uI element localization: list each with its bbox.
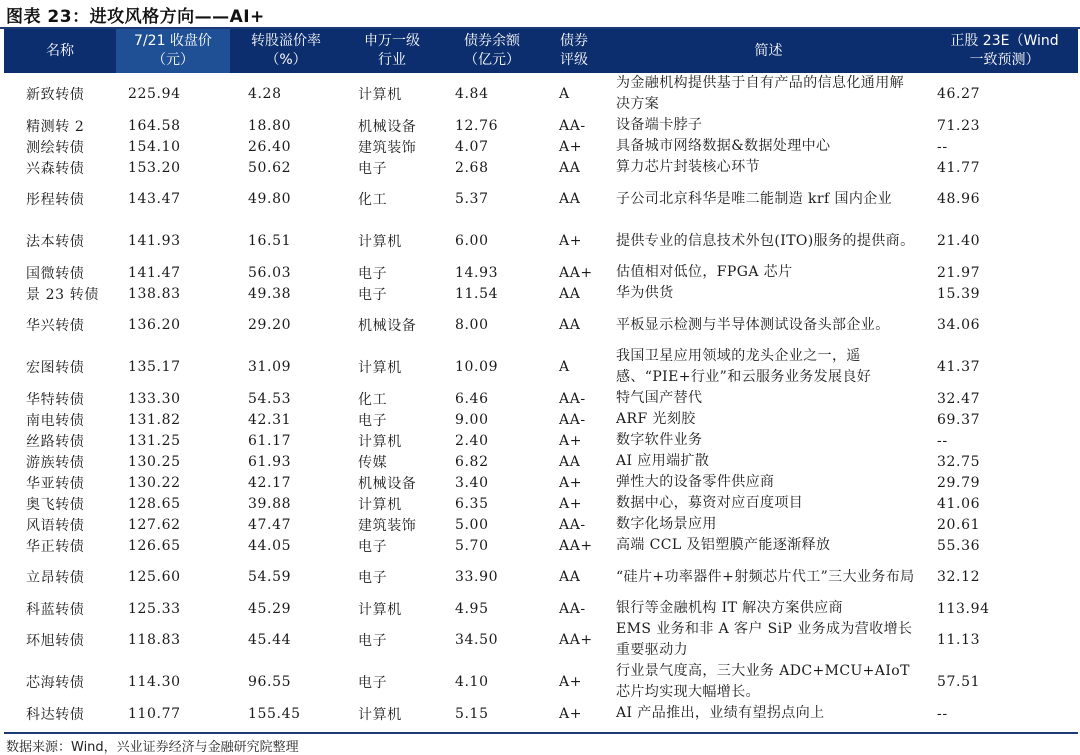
cell-rating: A+ xyxy=(559,474,583,491)
cell-rating: AA- xyxy=(559,390,586,407)
table-row xyxy=(4,262,1078,283)
cell-price: 127.62 xyxy=(128,516,181,533)
cell-description: EMS 业务和非 A 客户 SiP 业务成为营收增长重要驱动力 xyxy=(616,621,913,658)
cell-rating: A xyxy=(559,359,570,375)
cell-industry: 电子 xyxy=(358,286,388,303)
cell-rating: A+ xyxy=(559,432,583,449)
table-row xyxy=(4,619,1078,661)
cell-premium: 61.17 xyxy=(248,432,292,449)
cell-description: 华为供货 xyxy=(616,285,674,301)
cell-industry: 化工 xyxy=(358,391,388,408)
cell-rating: AA xyxy=(559,569,581,585)
table-row xyxy=(4,178,1078,220)
cell-rating: AA+ xyxy=(559,537,593,554)
cell-price: 130.25 xyxy=(128,453,181,470)
cell-description: 数字化场景应用 xyxy=(616,516,717,532)
table-row xyxy=(4,346,1078,388)
cell-balance: 4.95 xyxy=(455,600,489,617)
cell-description: 子公司北京科华是唯二能制造 krf 国内企业 xyxy=(616,190,893,207)
cell-pe: 55.36 xyxy=(937,537,981,554)
table-row xyxy=(4,388,1078,409)
cell-premium: 54.53 xyxy=(248,390,292,407)
cell-name: 彤程转债 xyxy=(26,192,85,208)
cell-rating: AA xyxy=(559,191,581,207)
cell-rating: AA xyxy=(559,285,581,302)
table-row xyxy=(4,304,1078,346)
cell-premium: 18.80 xyxy=(248,117,292,134)
cell-balance: 5.70 xyxy=(455,537,489,554)
cell-rating: A+ xyxy=(559,138,583,155)
cell-balance: 14.93 xyxy=(455,264,499,281)
cell-price: 126.65 xyxy=(128,537,181,554)
cell-description: 弹性大的设备零件供应商 xyxy=(616,474,775,490)
cell-description: 估值相对低位，FPGA 芯片 xyxy=(616,264,793,280)
cell-industry: 计算机 xyxy=(358,601,402,618)
table-row xyxy=(4,220,1078,262)
cell-industry: 化工 xyxy=(358,192,388,208)
cell-industry: 计算机 xyxy=(358,433,402,450)
header-industry xyxy=(342,29,442,73)
cell-pe: 48.96 xyxy=(937,191,981,207)
cell-name: 华正转债 xyxy=(26,538,85,555)
cell-pe: 41.37 xyxy=(937,359,981,375)
cell-premium: 47.47 xyxy=(248,516,292,533)
table-row xyxy=(4,157,1078,178)
cell-name: 华特转债 xyxy=(26,391,85,408)
table-row xyxy=(4,472,1078,493)
cell-premium: 26.40 xyxy=(248,138,292,155)
table-row xyxy=(4,535,1078,556)
cell-pe: 46.27 xyxy=(937,86,981,102)
header-price xyxy=(116,29,230,73)
cell-premium: 49.80 xyxy=(248,191,292,207)
cell-description: 具备城市网络数据&数据处理中心 xyxy=(616,138,831,154)
header-premium-line: 转股溢价率 xyxy=(251,33,321,49)
cell-price: 164.58 xyxy=(128,117,181,134)
header-rating xyxy=(542,29,606,73)
cell-price: 225.94 xyxy=(128,86,181,102)
cell-price: 114.30 xyxy=(128,674,181,690)
cell-name: 新致转债 xyxy=(26,87,85,103)
cell-premium: 54.59 xyxy=(248,569,292,585)
cell-name: 兴森转债 xyxy=(26,160,85,177)
cell-industry: 机械设备 xyxy=(358,318,417,334)
cell-balance: 6.82 xyxy=(455,453,489,470)
cell-description: “硅片+功率器件+射频芯片代工”三大业务布局 xyxy=(616,568,915,585)
cell-price: 136.20 xyxy=(128,317,181,333)
source-note: 数据来源：Wind，兴业证券经济与金融研究院整理 xyxy=(6,740,299,755)
cell-balance: 11.54 xyxy=(455,285,499,302)
cell-pe: 113.94 xyxy=(937,600,990,617)
table-row xyxy=(4,451,1078,472)
cell-name: 南电转债 xyxy=(26,412,85,429)
cell-pe: 21.40 xyxy=(937,233,981,249)
cell-description: 为金融机构提供基于自有产品的信息化通用解决方案 xyxy=(616,75,904,112)
cell-description: 平板显示检测与半导体测试设备头部企业。 xyxy=(616,316,890,333)
header-pe-line: 一致预测） xyxy=(969,52,1040,68)
header-balance-line: （亿元） xyxy=(464,52,520,68)
header-rating-line: 评级 xyxy=(560,52,588,68)
table-row xyxy=(4,514,1078,535)
cell-industry: 电子 xyxy=(358,538,388,555)
cell-industry: 电子 xyxy=(358,265,388,282)
cell-description: AI 应用端扩散 xyxy=(616,453,710,469)
cell-pe: 41.06 xyxy=(937,495,981,512)
cell-pe: 15.39 xyxy=(937,285,981,302)
table-row xyxy=(4,115,1078,136)
cell-name: 景 23 转债 xyxy=(26,286,99,303)
cell-description: 高端 CCL 及铝塑膜产能逐渐释放 xyxy=(616,537,831,553)
cell-price: 154.10 xyxy=(128,138,181,155)
cell-price: 133.30 xyxy=(128,390,181,407)
cell-balance: 4.84 xyxy=(455,86,489,102)
cell-name: 立昂转债 xyxy=(26,570,85,586)
cell-premium: 31.09 xyxy=(248,359,292,375)
cell-description: 特气国产替代 xyxy=(616,390,703,406)
cell-name: 宏图转债 xyxy=(26,360,85,376)
cell-premium: 29.20 xyxy=(248,317,292,333)
cell-premium: 16.51 xyxy=(248,233,292,249)
cell-name: 精测转 2 xyxy=(26,118,85,135)
cell-industry: 传媒 xyxy=(358,454,388,471)
cell-description: 算力芯片封装核心环节 xyxy=(616,159,760,175)
cell-price: 131.82 xyxy=(128,411,181,428)
cell-price: 130.22 xyxy=(128,474,181,491)
cell-balance: 4.10 xyxy=(455,674,489,690)
cell-price: 125.33 xyxy=(128,600,181,617)
cell-name: 科蓝转债 xyxy=(26,601,85,618)
cell-name: 芯海转债 xyxy=(26,675,85,691)
cell-name: 环旭转债 xyxy=(26,633,85,649)
table-row xyxy=(4,73,1078,115)
cell-price: 131.25 xyxy=(128,432,181,449)
cell-rating: AA- xyxy=(559,411,586,428)
cell-balance: 6.46 xyxy=(455,390,489,407)
cell-pe: 71.23 xyxy=(937,117,981,134)
cell-name: 奥飞转债 xyxy=(26,496,85,513)
header-price-line: （元） xyxy=(152,52,194,68)
cell-industry: 建筑装饰 xyxy=(358,517,417,534)
cell-industry: 机械设备 xyxy=(358,475,417,492)
cell-description: 我国卫星应用领域的龙头企业之一，遥感、“PIE+行业”和云服务业务发展良好 xyxy=(616,348,872,385)
header-description xyxy=(606,29,931,73)
cell-premium: 45.29 xyxy=(248,600,292,617)
cell-rating: AA- xyxy=(559,516,586,533)
cell-price: 138.83 xyxy=(128,285,181,302)
table-header xyxy=(4,29,1078,73)
cell-pe: -- xyxy=(937,705,948,722)
cell-rating: A+ xyxy=(559,674,583,690)
cell-balance: 34.50 xyxy=(455,632,499,648)
cell-name: 测绘转债 xyxy=(26,139,85,156)
cell-premium: 45.44 xyxy=(248,632,292,648)
cell-rating: AA- xyxy=(559,600,586,617)
cell-premium: 44.05 xyxy=(248,537,292,554)
cell-industry: 电子 xyxy=(358,160,388,177)
cell-industry: 电子 xyxy=(358,412,388,429)
header-pe xyxy=(931,29,1078,73)
cell-industry: 计算机 xyxy=(358,234,402,250)
cell-balance: 6.35 xyxy=(455,495,489,512)
cell-premium: 42.17 xyxy=(248,474,292,491)
cell-pe: 32.47 xyxy=(937,390,981,407)
cell-industry: 计算机 xyxy=(358,706,402,723)
table-row xyxy=(4,598,1078,619)
table-row xyxy=(4,703,1078,724)
cell-balance: 4.07 xyxy=(455,138,489,155)
cell-balance: 10.09 xyxy=(455,359,499,375)
cell-price: 128.65 xyxy=(128,495,181,512)
cell-name: 丝路转债 xyxy=(26,433,85,450)
cell-balance: 12.76 xyxy=(455,117,499,134)
header-balance xyxy=(442,29,542,73)
cell-balance: 6.00 xyxy=(455,233,489,249)
cell-industry: 机械设备 xyxy=(358,118,417,135)
cell-name: 科达转债 xyxy=(26,706,85,723)
cell-pe: 21.97 xyxy=(937,264,981,281)
cell-rating: A+ xyxy=(559,495,583,512)
cell-rating: A+ xyxy=(559,705,583,722)
cell-pe: 57.51 xyxy=(937,674,981,690)
cell-balance: 5.15 xyxy=(455,705,489,722)
cell-rating: AA xyxy=(559,317,581,333)
header-description-line: 简述 xyxy=(754,42,783,59)
cell-price: 110.77 xyxy=(128,705,181,722)
cell-pe: 41.77 xyxy=(937,159,981,176)
header-price-line: 7/21 收盘价 xyxy=(134,33,212,49)
cell-pe: -- xyxy=(937,138,948,155)
cell-premium: 42.31 xyxy=(248,411,292,428)
header-name xyxy=(4,29,116,73)
cell-premium: 39.88 xyxy=(248,495,292,512)
cell-name: 法本转债 xyxy=(26,234,85,250)
cell-premium: 50.62 xyxy=(248,159,292,176)
header-industry-line: 申万一级 xyxy=(364,33,420,49)
cell-rating: AA+ xyxy=(559,264,593,281)
cell-rating: AA xyxy=(559,453,581,470)
header-balance-line: 债券余额 xyxy=(464,33,520,49)
cell-premium: 155.45 xyxy=(248,705,301,722)
cell-description: 数字软件业务 xyxy=(616,432,703,448)
cell-balance: 9.00 xyxy=(455,411,489,428)
cell-rating: AA xyxy=(559,159,581,176)
cell-pe: 32.75 xyxy=(937,453,981,470)
cell-balance: 3.40 xyxy=(455,474,489,491)
cell-pe: 34.06 xyxy=(937,317,981,333)
cell-balance: 5.00 xyxy=(455,516,489,533)
cell-name: 风语转债 xyxy=(26,517,85,534)
cell-rating: AA- xyxy=(559,117,586,134)
header-name-line: 名称 xyxy=(46,42,74,59)
cell-description: AI 产品推出，业绩有望拐点向上 xyxy=(616,705,825,721)
cell-industry: 电子 xyxy=(358,633,388,649)
header-industry-line: 行业 xyxy=(378,52,406,68)
cell-price: 118.83 xyxy=(128,632,181,648)
cell-industry: 计算机 xyxy=(358,496,402,513)
cell-description: 银行等金融机构 IT 解决方案供应商 xyxy=(616,600,843,616)
cell-description: 设备端卡脖子 xyxy=(616,117,703,133)
cell-industry: 电子 xyxy=(358,570,388,586)
cell-balance: 2.68 xyxy=(455,159,489,176)
cell-description: ARF 光刻胶 xyxy=(616,411,696,427)
table-row xyxy=(4,556,1078,598)
cell-premium: 4.28 xyxy=(248,86,282,102)
cell-description: 数据中心，募资对应百度项目 xyxy=(616,495,804,511)
cell-industry: 计算机 xyxy=(358,360,402,376)
cell-pe: 32.12 xyxy=(937,569,981,585)
cell-pe: 11.13 xyxy=(937,632,981,648)
cell-price: 125.60 xyxy=(128,569,181,585)
header-rating-line: 债券 xyxy=(560,33,588,49)
cell-balance: 33.90 xyxy=(455,569,499,585)
cell-balance: 2.40 xyxy=(455,432,489,449)
cell-pe: 20.61 xyxy=(937,516,981,533)
table-row xyxy=(4,136,1078,157)
cell-rating: A+ xyxy=(559,233,583,249)
cell-premium: 96.55 xyxy=(248,674,292,690)
table-row xyxy=(4,409,1078,430)
cell-industry: 电子 xyxy=(358,675,388,691)
table-bottom-rule xyxy=(4,732,1078,734)
cell-premium: 56.03 xyxy=(248,264,292,281)
cell-premium: 49.38 xyxy=(248,285,292,302)
cell-price: 141.47 xyxy=(128,264,181,281)
table-row xyxy=(4,430,1078,451)
cell-pe: 29.79 xyxy=(937,474,981,491)
cell-description: 提供专业的信息技术外包(ITO)服务的提供商。 xyxy=(616,232,915,249)
cell-industry: 建筑装饰 xyxy=(358,139,417,156)
table-row xyxy=(4,493,1078,514)
cell-description: 行业景气度高，三大业务 ADC+MCU+AIoT 芯片均实现大幅增长。 xyxy=(616,663,910,700)
cell-premium: 61.93 xyxy=(248,453,292,470)
table-row xyxy=(4,661,1078,703)
header-premium-line: （%） xyxy=(265,52,307,68)
header-pe-line: 正股 23E（Wind xyxy=(950,33,1059,49)
cell-rating: AA+ xyxy=(559,632,593,648)
cell-pe: 69.37 xyxy=(937,411,981,428)
cell-rating: A xyxy=(559,86,570,102)
header-premium xyxy=(230,29,342,73)
cell-balance: 5.37 xyxy=(455,191,489,207)
cell-pe: -- xyxy=(937,432,948,449)
cell-name: 华亚转债 xyxy=(26,475,85,492)
cell-price: 141.93 xyxy=(128,233,181,249)
figure-title-text: 图表 23：进攻风格方向——AI+ xyxy=(6,6,265,27)
cell-name: 游族转债 xyxy=(26,454,85,471)
table-row xyxy=(4,283,1078,304)
cell-name: 国微转债 xyxy=(26,265,85,282)
cell-balance: 8.00 xyxy=(455,317,489,333)
cell-name: 华兴转债 xyxy=(26,318,85,334)
cell-price: 153.20 xyxy=(128,159,181,176)
cell-price: 143.47 xyxy=(128,191,181,207)
figure-title xyxy=(6,2,265,26)
cell-price: 135.17 xyxy=(128,359,181,375)
cell-industry: 计算机 xyxy=(358,87,402,103)
